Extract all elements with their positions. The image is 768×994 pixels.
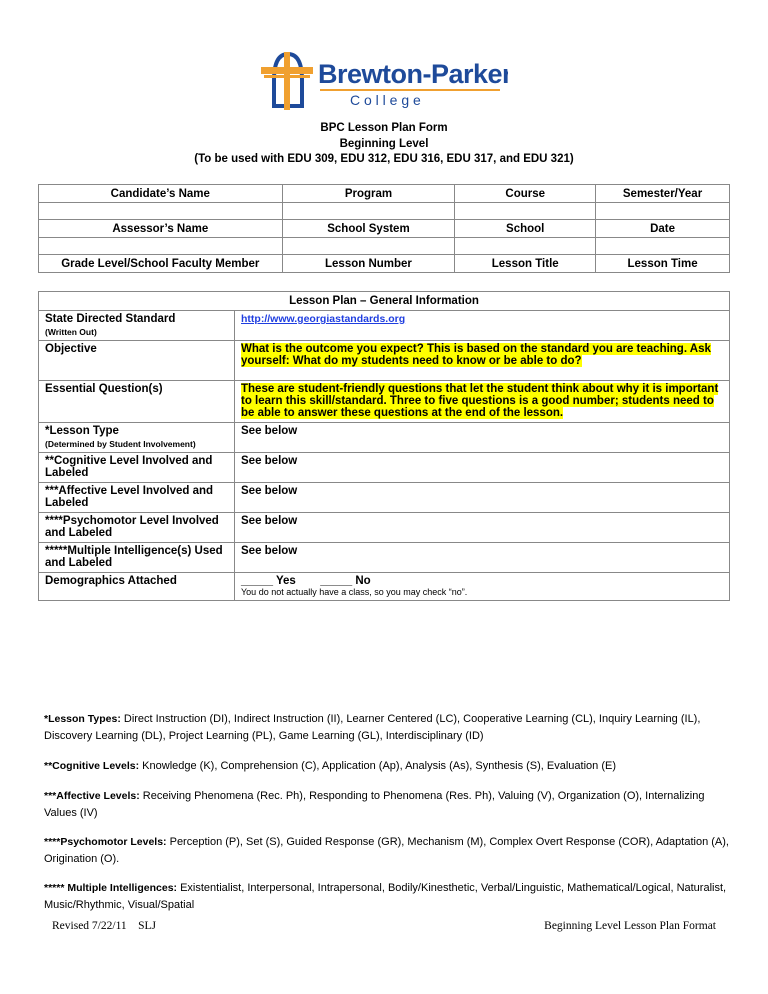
school-system-field[interactable] [282, 238, 455, 255]
program-field[interactable] [282, 203, 455, 220]
candidate-info-table [38, 184, 730, 273]
table-row [39, 341, 730, 381]
table-row [39, 453, 730, 483]
cognitive-levels-note [44, 758, 734, 775]
note-text: Receiving Phenomena (Rec. Ph), Responding to Phenomena (Res. Ph), Valuing (V), Organization (O), Internalizing Values (IV) [44, 790, 705, 819]
psychomotor-level-label: ****Psychomotor Level Involved and Labeled [39, 513, 235, 543]
cross-logo-icon [258, 50, 508, 112]
cognitive-level-value[interactable]: See below [235, 453, 730, 483]
program-label: Program [282, 185, 455, 203]
form-courses: (To be used with EDU 309, EDU 312, EDU 316, EDU 317, and EDU 321) [194, 153, 574, 165]
note-text: Existentialist, Interpersonal, Intrapersonal, Bodily/Kinesthetic, Verbal/Linguistic, Mathematical/Logical, Naturalist, Music/Rhythmic, Visual/Spatial [44, 882, 727, 911]
psychomotor-levels-note [44, 834, 734, 868]
lesson-type-label: *Lesson Type [45, 425, 119, 437]
form-level: Beginning Level [339, 137, 429, 150]
psychomotor-level-value[interactable]: See below [235, 513, 730, 543]
table-row [39, 513, 730, 543]
affective-level-label: ***Affective Level Involved and Labeled [39, 483, 235, 513]
multiple-intelligence-value[interactable]: See below [235, 543, 730, 573]
note-text: Knowledge (K), Comprehension (C), Application (Ap), Analysis (As), Synthesis (S), Evaluation (E) [139, 760, 616, 772]
note-text: Direct Instruction (DI), Indirect Instruction (II), Learner Centered (LC), Cooperative Learning (CL), Inquiry Learning (IL), Discovery Learning (DL), Project Learning (PL), Game Learning (GL), Interdisciplinary (ID) [44, 713, 701, 742]
table-row [39, 483, 730, 513]
form-title-block [0, 121, 768, 168]
objective-label: Objective [39, 341, 235, 381]
note-heading: ****Psychomotor Levels: [44, 836, 167, 848]
assessor-name-label: Assessor’s Name [39, 220, 283, 238]
standard-sub-label: (Written Out) [45, 327, 97, 337]
general-info-heading: Lesson Plan – General Information [39, 292, 730, 311]
school-field[interactable] [455, 238, 596, 255]
semester-year-field[interactable] [596, 203, 730, 220]
multiple-intelligences-note [44, 880, 734, 914]
semester-year-label: Semester/Year [596, 185, 730, 203]
essential-questions-value: These are student-friendly questions that let the student think about why it is important to learn this skill/standard. Three to five questions is a good number; students need to be able to answer these questions at the end of the lesson. [241, 383, 719, 419]
note-heading: ***** Multiple Intelligences: [44, 882, 178, 894]
demographics-yes-checkbox[interactable]: _____ Yes [241, 575, 296, 587]
date-field[interactable] [596, 238, 730, 255]
affective-level-value[interactable]: See below [235, 483, 730, 513]
note-text: Perception (P), Set (S), Guided Response (GR), Mechanism (M), Complex Overt Response (COR), Adaptation (A), Origination (O). [44, 836, 729, 865]
date-label: Date [596, 220, 730, 238]
logo-sub: C o l l e g e [350, 92, 421, 108]
lesson-type-sub-label: (Determined by Student Involvement) [45, 439, 196, 449]
demographics-no-checkbox[interactable]: _____ No [320, 575, 371, 587]
course-label: Course [455, 185, 596, 203]
standard-label: State Directed Standard [45, 313, 176, 325]
school-label: School [455, 220, 596, 238]
lesson-time-label: Lesson Time [596, 255, 730, 273]
candidate-name-field[interactable] [39, 203, 283, 220]
college-logo [258, 50, 508, 112]
general-information-table [38, 291, 730, 601]
objective-value: What is the outcome you expect? This is based on the standard you are teaching. Ask yourself: What do my students need to know or be able to do? [241, 343, 711, 367]
multiple-intelligence-label: *****Multiple Intelligence(s) Used and Labeled [39, 543, 235, 573]
note-heading: ***Affective Levels: [44, 790, 140, 802]
lesson-type-value[interactable]: See below [235, 423, 730, 453]
footer-format-title: Beginning Level Lesson Plan Format [544, 920, 716, 932]
candidate-name-label: Candidate’s Name [39, 185, 283, 203]
table-row [39, 381, 730, 423]
table-row [39, 543, 730, 573]
school-system-label: School System [282, 220, 455, 238]
demographics-note: You do not actually have a class, so you may check “no”. [241, 587, 468, 597]
form-title: BPC Lesson Plan Form [320, 122, 448, 134]
lesson-types-note [44, 711, 734, 745]
lesson-title-label: Lesson Title [455, 255, 596, 273]
table-row [39, 311, 730, 341]
georgia-standards-link[interactable]: http://www.georgiastandards.org [241, 313, 406, 325]
table-row [39, 423, 730, 453]
lesson-number-label: Lesson Number [282, 255, 455, 273]
table-row [39, 573, 730, 601]
assessor-name-field[interactable] [39, 238, 283, 255]
note-heading: *Lesson Types: [44, 713, 121, 725]
footer-revision: Revised 7/22/11 SLJ [52, 920, 157, 932]
note-heading: **Cognitive Levels: [44, 760, 140, 772]
course-field[interactable] [455, 203, 596, 220]
essential-questions-label: Essential Question(s) [39, 381, 235, 423]
demographics-label: Demographics Attached [39, 573, 235, 601]
logo-name: Brewton-Parker [318, 59, 508, 89]
affective-levels-note [44, 788, 734, 822]
grade-level-label: Grade Level/School Faculty Member [39, 255, 283, 273]
cognitive-level-label: **Cognitive Level Involved and Labeled [39, 453, 235, 483]
